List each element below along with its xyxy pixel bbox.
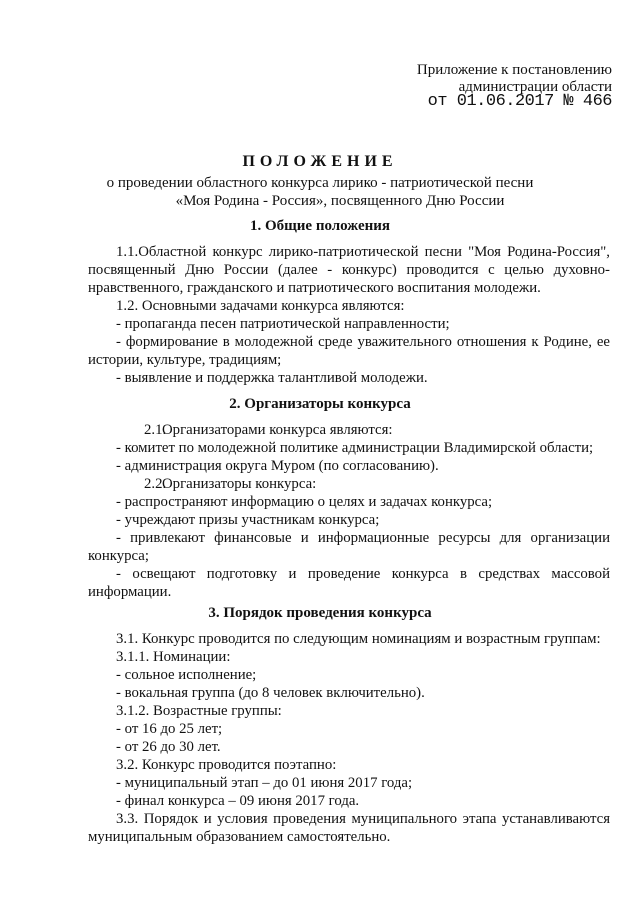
clause-number: 2.2. xyxy=(144,476,167,492)
list-item: - комитет по молодежной политике администрации Владимирской области; xyxy=(116,440,594,456)
paragraph-3-2: 3.2. Конкурс проводится поэтапно: xyxy=(116,757,337,773)
list-item: - привлекают финансовые и информационные ресурсы для организации конкурса; xyxy=(88,530,610,564)
paragraph-1-2: 1.2. Основными задачами конкурса являются: xyxy=(116,298,405,314)
section-1-heading: 1. Общие положения xyxy=(249,218,391,234)
paragraph-3-3: 3.3. Порядок и условия проведения муниципального этапа устанавливаются муниципальным образованием самостоятельно. xyxy=(88,811,610,845)
list-item: - муниципальный этап – до 01 июня 2017 года; xyxy=(116,775,413,791)
list-item: - распространяют информацию о целях и задачах конкурса; xyxy=(116,494,493,510)
document-subtitle-line-1: о проведении областного конкурса лирико - патриотической песни xyxy=(106,175,534,191)
paragraph-1-1: 1.1.Областной конкурс лирико-патриотической песни "Моя Родина-Россия", посвященный Дню России (далее - конкурс) проводится с целью духовно-нравственного, гражданского и патриотического воспитания молодежи. xyxy=(88,244,610,296)
document-title: ПОЛОЖЕНИЕ xyxy=(242,153,398,170)
list-item: - от 16 до 25 лет; xyxy=(116,721,223,737)
list-item: - освещают подготовку и проведение конкурса в средствах массовой информации. xyxy=(88,566,610,600)
paragraph-3-1: 3.1. Конкурс проводится по следующим номинациям и возрастным группам: xyxy=(116,631,601,647)
annex-line-2: администрации области xyxy=(458,79,612,95)
annex-date-stamp: от 01.06.2017 № 466 xyxy=(427,92,612,111)
paragraph-2-2 xyxy=(88,475,610,493)
document-subtitle-line-2: «Моя Родина - Россия», посвященного Дню России xyxy=(175,193,505,209)
list-item: - администрация округа Муром (по согласованию). xyxy=(116,458,439,474)
list-item: - выявление и поддержка талантливой молодежи. xyxy=(116,370,428,386)
annex-line-1: Приложение к постановлению xyxy=(416,62,612,78)
list-item: - учреждают призы участникам конкурса; xyxy=(116,512,380,528)
list-item: - вокальная группа (до 8 человек включительно). xyxy=(116,685,425,701)
paragraph-3-1-1: 3.1.1. Номинации: xyxy=(116,649,231,665)
section-3-heading: 3. Порядок проведения конкурса xyxy=(208,605,432,621)
clause-text: Организаторами конкурса являются: xyxy=(162,422,393,438)
section-2-heading: 2. Организаторы конкурса xyxy=(229,396,411,412)
paragraph-3-1-2: 3.1.2. Возрастные группы: xyxy=(116,703,282,719)
paragraph-2-1 xyxy=(88,421,610,439)
list-item: - от 26 до 30 лет. xyxy=(116,739,221,755)
annex-header xyxy=(417,62,612,110)
list-item: - пропаганда песен патриотической направленности; xyxy=(116,316,450,332)
list-item: - сольное исполнение; xyxy=(116,667,257,683)
list-item: - формирование в молодежной среде уважительного отношения к Родине, ее истории, культуре, традициям; xyxy=(88,334,610,368)
clause-number: 2.1. xyxy=(144,422,167,438)
clause-text: Организаторы конкурса: xyxy=(162,476,317,492)
list-item: - финал конкурса – 09 июня 2017 года. xyxy=(116,793,360,809)
